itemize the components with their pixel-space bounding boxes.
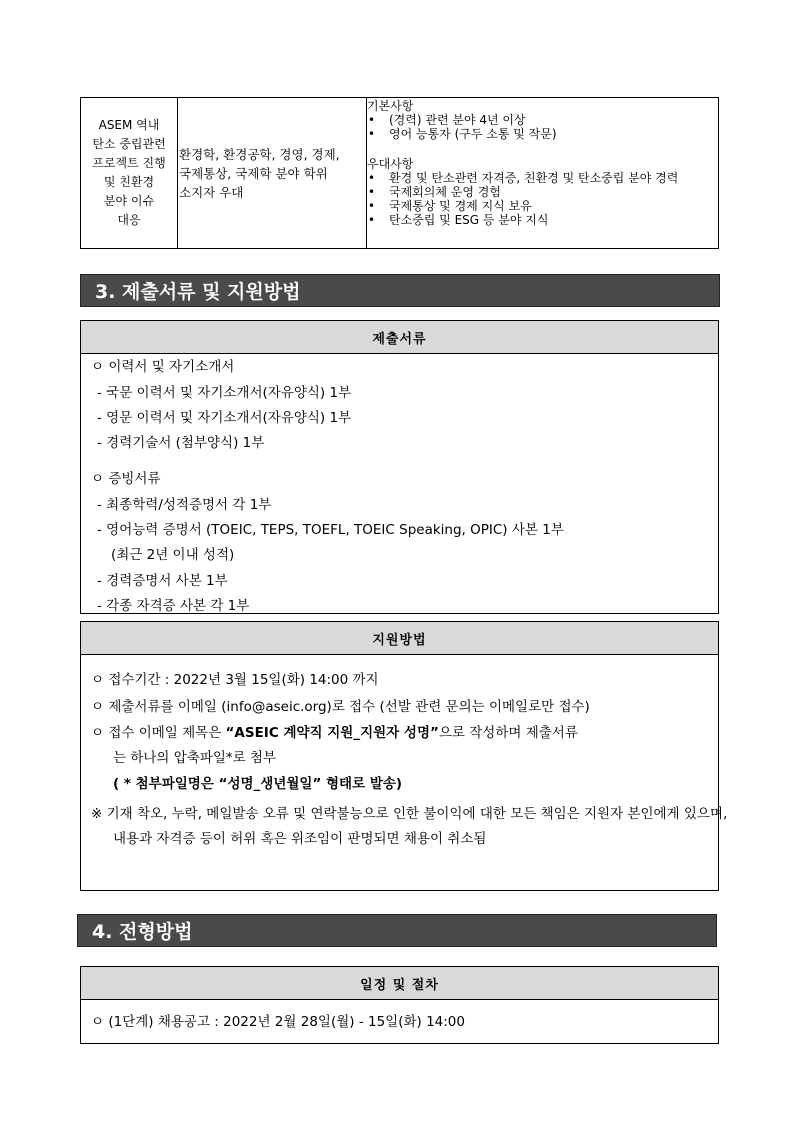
field-line: 탄소 중립관련 (92, 137, 166, 151)
doc-line: (최근 2년 이내 성적) (111, 547, 235, 563)
doc-line: - 경력증명서 사본 1부 (97, 573, 228, 589)
doc-line: ㅇ 이력서 및 자기소개서 (91, 359, 235, 375)
doc-line: ㅇ 증빙서류 (91, 471, 161, 487)
apply-line: ( * 첨부파일명은 “성명_생년월일” 형태로 발송) (113, 776, 403, 792)
pref-list (367, 171, 718, 227)
schedule-header: 일정 및 절차 (81, 967, 718, 1000)
doc-line: - 최종학력/성적증명서 각 1부 (97, 497, 272, 513)
schedule-box (80, 966, 719, 1044)
list-item: • 국제회의체 운영 경험 (367, 185, 718, 199)
apply-line: 는 하나의 압축파일*로 첨부 (113, 750, 277, 766)
major-line: 환경학, 환경공학, 경영, 경제, (179, 146, 340, 162)
doc-line: - 영어능력 증명서 (TOEIC, TEPS, TOEFL, TOEIC Speaking, OPIC) 사본 1부 (97, 522, 564, 538)
schedule-line: ㅇ (1단계) 채용공고 : 2022년 2월 28일(월) - 15일(화) 14:00 (91, 1014, 465, 1030)
list-item: • 탄소중립 및 ESG 등 분야 지식 (367, 213, 718, 227)
requirements-cell (365, 98, 718, 249)
apply-line-bold: “ASEIC 계약직 지원_지원자 성명” (225, 725, 439, 741)
documents-header: 제출서류 (81, 321, 718, 354)
apply-header: 지원방법 (81, 622, 718, 655)
field-line: 분야 이슈 (103, 194, 155, 208)
doc-line: - 국문 이력서 및 자기소개서(자유양식) 1부 (97, 385, 352, 401)
major-line: 소지자 우대 (179, 184, 244, 200)
apply-line: ㅇ 접수기간 : 2022년 3월 15일(화) 14:00 까지 (91, 672, 379, 688)
pref-title: 우대사항 (367, 157, 414, 171)
field-line: 프로젝트 진행 (92, 156, 166, 170)
list-item: • 환경 및 탄소관련 자격증, 친환경 및 탄소중립 분야 경력 (367, 171, 718, 185)
field-cell (81, 98, 178, 248)
apply-line-post: 으로 작성하며 제출서류 (438, 725, 578, 741)
list-item: • (경력) 관련 분야 4년 이상 (367, 113, 718, 127)
major-line: 국제통상, 국제학 분야 학위 (179, 165, 328, 181)
doc-line: - 영문 이력서 및 자기소개서(자유양식) 1부 (97, 410, 352, 426)
section-3-title: 3. 제출서류 및 지원방법 (80, 274, 720, 307)
doc-line: - 각종 자격증 사본 각 1부 (97, 598, 250, 614)
apply-note: ※ 기재 착오, 누락, 메일발송 오류 및 연락불능으로 인한 불이익에 대한 모든 책임은 지원자 본인에게 있으며, 내용과 자격증 등이 허위 혹은 위조임이 판명되면 채용이 취소됨 (91, 806, 728, 847)
apply-line (91, 721, 578, 741)
field-line: 및 친환경 (103, 175, 155, 189)
list-item: • 영어 능통자 (구두 소통 및 작문) (367, 127, 718, 141)
apply-line-pre: ㅇ 접수 이메일 제목은 (91, 725, 226, 741)
apply-line: ㅇ 제출서류를 이메일 (info@aseic.org)로 접수 (선발 관련 문의는 이메일로만 접수) (91, 699, 590, 715)
field-line: ASEM 역내 (98, 118, 160, 132)
list-item: • 국제통상 및 경제 지식 보유 (367, 199, 718, 213)
field-line: 대응 (117, 213, 141, 227)
apply-box (80, 621, 728, 891)
section-4-title: 4. 전형방법 (77, 914, 717, 947)
documents-box (80, 320, 719, 614)
position-table (80, 97, 719, 249)
basic-title: 기본사항 (367, 99, 414, 113)
doc-line: - 경력기술서 (첨부양식) 1부 (97, 435, 265, 451)
major-cell (177, 98, 367, 248)
basic-list (367, 113, 718, 141)
